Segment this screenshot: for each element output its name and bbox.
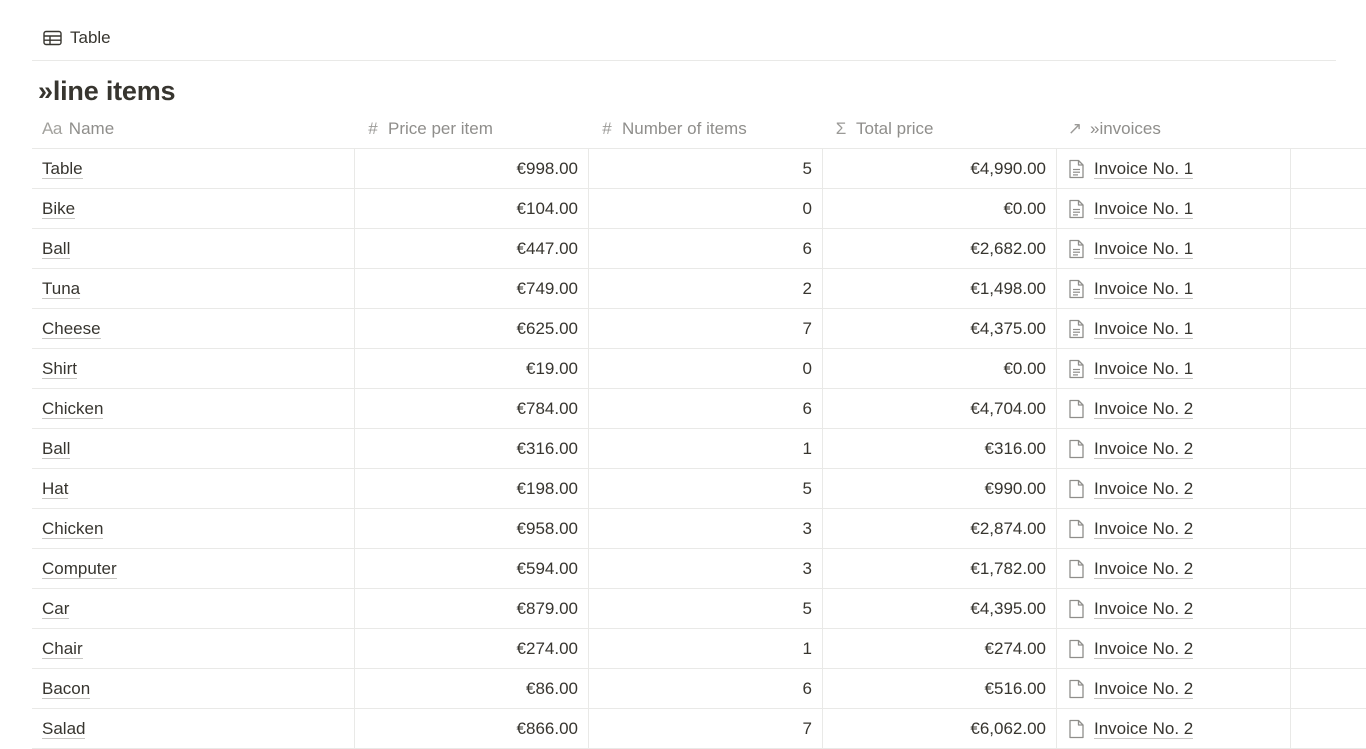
cell-invoice[interactable] [1057, 429, 1291, 468]
document-text-icon [1068, 359, 1085, 379]
cell-total: €274.00 [823, 629, 1057, 668]
column-header-count[interactable] [589, 110, 823, 148]
table-row[interactable] [32, 429, 1366, 469]
row-name-link[interactable]: Bacon [42, 678, 91, 698]
cell-total: €4,990.00 [823, 149, 1057, 188]
cell-price[interactable]: €866.00 [355, 709, 589, 748]
table-row[interactable] [32, 469, 1366, 509]
cell-name[interactable] [32, 389, 355, 428]
row-name-link[interactable]: Car [42, 598, 70, 618]
document-text-icon [1068, 319, 1085, 339]
document-icon [1068, 439, 1085, 459]
table-header [32, 110, 1366, 149]
cell-price[interactable]: €879.00 [355, 589, 589, 628]
column-header-invoices[interactable] [1057, 110, 1291, 148]
cell-total: €0.00 [823, 349, 1057, 388]
document-text-icon [1068, 159, 1085, 179]
view-bar [32, 20, 1336, 61]
table-row[interactable] [32, 589, 1366, 629]
cell-empty[interactable] [1291, 629, 1366, 668]
row-name-link[interactable]: Chicken [42, 398, 104, 418]
cell-price[interactable]: €198.00 [355, 469, 589, 508]
cell-name[interactable] [32, 189, 355, 228]
cell-invoice[interactable] [1057, 469, 1291, 508]
cell-empty[interactable] [1291, 709, 1366, 748]
invoice-link[interactable]: Invoice No. 2 [1094, 718, 1194, 738]
table-row[interactable] [32, 189, 1366, 229]
cell-name[interactable] [32, 229, 355, 268]
table-row[interactable] [32, 269, 1366, 309]
document-icon [1068, 519, 1085, 539]
cell-invoice[interactable] [1057, 309, 1291, 348]
relation-property-icon: ↗ [1067, 119, 1083, 138]
document-icon [1068, 599, 1085, 619]
invoice-link[interactable]: Invoice No. 2 [1094, 598, 1194, 618]
column-header-label: »invoices [1090, 119, 1161, 138]
invoice-link[interactable]: Invoice No. 2 [1094, 518, 1194, 538]
table-row[interactable] [32, 309, 1366, 349]
column-header-spacer [1291, 110, 1366, 148]
cell-invoice[interactable] [1057, 589, 1291, 628]
cell-invoice[interactable] [1057, 269, 1291, 308]
column-header-total[interactable] [823, 110, 1057, 148]
table-row[interactable] [32, 149, 1366, 189]
cell-price[interactable]: €784.00 [355, 389, 589, 428]
cell-price[interactable]: €447.00 [355, 229, 589, 268]
formula-property-icon: Σ [835, 119, 847, 138]
cell-price[interactable]: €86.00 [355, 669, 589, 708]
database-title[interactable]: »line items [38, 76, 176, 106]
table-row[interactable] [32, 509, 1366, 549]
row-name-link[interactable]: Shirt [42, 358, 77, 378]
document-icon [1068, 679, 1085, 699]
row-name-link[interactable]: Ball [42, 438, 71, 458]
document-text-icon [1068, 279, 1085, 299]
document-icon [1068, 639, 1085, 659]
cell-count[interactable]: 0 [589, 349, 823, 388]
cell-empty[interactable] [1291, 389, 1366, 428]
cell-invoice[interactable] [1057, 509, 1291, 548]
cell-total: €0.00 [823, 189, 1057, 228]
document-icon [1068, 479, 1085, 499]
cell-empty[interactable] [1291, 589, 1366, 628]
cell-empty[interactable] [1291, 469, 1366, 508]
cell-price[interactable]: €274.00 [355, 629, 589, 668]
document-icon [1068, 719, 1085, 739]
cell-invoice[interactable] [1057, 189, 1291, 228]
cell-name[interactable] [32, 149, 355, 188]
cell-name[interactable] [32, 309, 355, 348]
cell-name[interactable] [32, 509, 355, 548]
cell-price[interactable]: €749.00 [355, 269, 589, 308]
cell-total: €4,395.00 [823, 589, 1057, 628]
cell-price[interactable]: €625.00 [355, 309, 589, 348]
table-row[interactable] [32, 549, 1366, 589]
cell-count[interactable]: 1 [589, 629, 823, 668]
cell-count[interactable]: 2 [589, 269, 823, 308]
cell-count[interactable]: 5 [589, 589, 823, 628]
cell-empty[interactable] [1291, 669, 1366, 708]
row-name-link[interactable]: Chicken [42, 518, 104, 538]
row-name-link[interactable]: Ball [42, 238, 71, 258]
table-row[interactable] [32, 629, 1366, 669]
document-icon [1068, 399, 1085, 419]
cell-price[interactable]: €316.00 [355, 429, 589, 468]
cell-invoice[interactable] [1057, 549, 1291, 588]
invoice-link[interactable]: Invoice No. 1 [1094, 238, 1194, 258]
table-row[interactable] [32, 229, 1366, 269]
cell-count[interactable]: 5 [589, 149, 823, 188]
invoice-link[interactable]: Invoice No. 2 [1094, 558, 1194, 578]
column-header-name[interactable] [32, 110, 355, 148]
cell-name[interactable] [32, 269, 355, 308]
cell-name[interactable] [32, 549, 355, 588]
cell-empty[interactable] [1291, 549, 1366, 588]
cell-count[interactable]: 7 [589, 709, 823, 748]
invoice-link[interactable]: Invoice No. 2 [1094, 438, 1194, 458]
cell-total: €2,682.00 [823, 229, 1057, 268]
cell-invoice[interactable] [1057, 349, 1291, 388]
cell-empty[interactable] [1291, 429, 1366, 468]
cell-invoice[interactable] [1057, 389, 1291, 428]
cell-invoice[interactable] [1057, 149, 1291, 188]
cell-name[interactable] [32, 349, 355, 388]
cell-count[interactable]: 1 [589, 429, 823, 468]
row-name-link[interactable]: Chair [42, 638, 83, 658]
cell-total: €6,062.00 [823, 709, 1057, 748]
cell-count[interactable]: 6 [589, 669, 823, 708]
row-name-link[interactable]: Bike [42, 198, 76, 218]
invoice-link[interactable]: Invoice No. 1 [1094, 198, 1194, 218]
table-body [32, 149, 1366, 749]
cell-invoice[interactable] [1057, 629, 1291, 668]
invoice-link[interactable]: Invoice No. 2 [1094, 638, 1194, 658]
column-header-price[interactable] [355, 110, 589, 148]
table-icon [43, 30, 62, 46]
column-header-label: Name [68, 119, 115, 138]
cell-count[interactable]: 0 [589, 189, 823, 228]
invoice-link[interactable]: Invoice No. 2 [1094, 398, 1194, 418]
cell-price[interactable]: €958.00 [355, 509, 589, 548]
invoice-link[interactable]: Invoice No. 2 [1094, 478, 1194, 498]
row-name-link[interactable]: Table [42, 158, 83, 178]
cell-name[interactable] [32, 429, 355, 468]
cell-name[interactable] [32, 709, 355, 748]
cell-invoice[interactable] [1057, 709, 1291, 748]
cell-count[interactable]: 3 [589, 549, 823, 588]
table-row[interactable] [32, 349, 1366, 389]
table-row[interactable] [32, 669, 1366, 709]
table-row[interactable] [32, 709, 1366, 749]
cell-name[interactable] [32, 629, 355, 668]
table-row[interactable] [32, 389, 1366, 429]
cell-empty[interactable] [1291, 509, 1366, 548]
invoice-link[interactable]: Invoice No. 2 [1094, 678, 1194, 698]
cell-count[interactable]: 5 [589, 469, 823, 508]
column-header-label: Number of items [622, 119, 747, 138]
cell-total: €2,874.00 [823, 509, 1057, 548]
cell-empty[interactable] [1291, 149, 1366, 188]
cell-invoice[interactable] [1057, 669, 1291, 708]
number-property-icon: # [602, 119, 612, 138]
column-header-label: Price per item [388, 119, 493, 138]
cell-empty[interactable] [1291, 269, 1366, 308]
invoice-link[interactable]: Invoice No. 1 [1094, 158, 1194, 178]
cell-total: €316.00 [823, 429, 1057, 468]
cell-price[interactable]: €104.00 [355, 189, 589, 228]
cell-name[interactable] [32, 469, 355, 508]
cell-count[interactable]: 3 [589, 509, 823, 548]
row-name-link[interactable]: Cheese [42, 318, 101, 338]
view-tab-label: Table [70, 28, 111, 47]
cell-total: €4,704.00 [823, 389, 1057, 428]
cell-empty[interactable] [1291, 349, 1366, 388]
cell-empty[interactable] [1291, 189, 1366, 228]
cell-count[interactable]: 6 [589, 229, 823, 268]
document-icon [1068, 559, 1085, 579]
cell-empty[interactable] [1291, 309, 1366, 348]
row-name-link[interactable]: Tuna [42, 278, 81, 298]
invoice-link[interactable]: Invoice No. 1 [1094, 358, 1194, 378]
cell-name[interactable] [32, 669, 355, 708]
document-text-icon [1068, 239, 1085, 259]
column-header-label: Total price [856, 119, 934, 138]
row-name-link[interactable]: Salad [42, 718, 86, 738]
cell-count[interactable]: 6 [589, 389, 823, 428]
view-tab-table[interactable] [43, 27, 111, 49]
invoice-link[interactable]: Invoice No. 1 [1094, 278, 1194, 298]
cell-invoice[interactable] [1057, 229, 1291, 268]
document-text-icon [1068, 199, 1085, 219]
text-property-icon: Aa [42, 119, 62, 138]
cell-empty[interactable] [1291, 229, 1366, 268]
cell-price[interactable]: €998.00 [355, 149, 589, 188]
database-table [32, 110, 1366, 749]
cell-total: €516.00 [823, 669, 1057, 708]
row-name-link[interactable]: Hat [42, 478, 69, 498]
cell-count[interactable]: 7 [589, 309, 823, 348]
cell-name[interactable] [32, 589, 355, 628]
cell-total: €1,782.00 [823, 549, 1057, 588]
number-property-icon: # [368, 119, 378, 138]
row-name-link[interactable]: Computer [42, 558, 117, 578]
cell-price[interactable]: €19.00 [355, 349, 589, 388]
cell-price[interactable]: €594.00 [355, 549, 589, 588]
invoice-link[interactable]: Invoice No. 1 [1094, 318, 1194, 338]
cell-total: €4,375.00 [823, 309, 1057, 348]
cell-total: €990.00 [823, 469, 1057, 508]
cell-total: €1,498.00 [823, 269, 1057, 308]
